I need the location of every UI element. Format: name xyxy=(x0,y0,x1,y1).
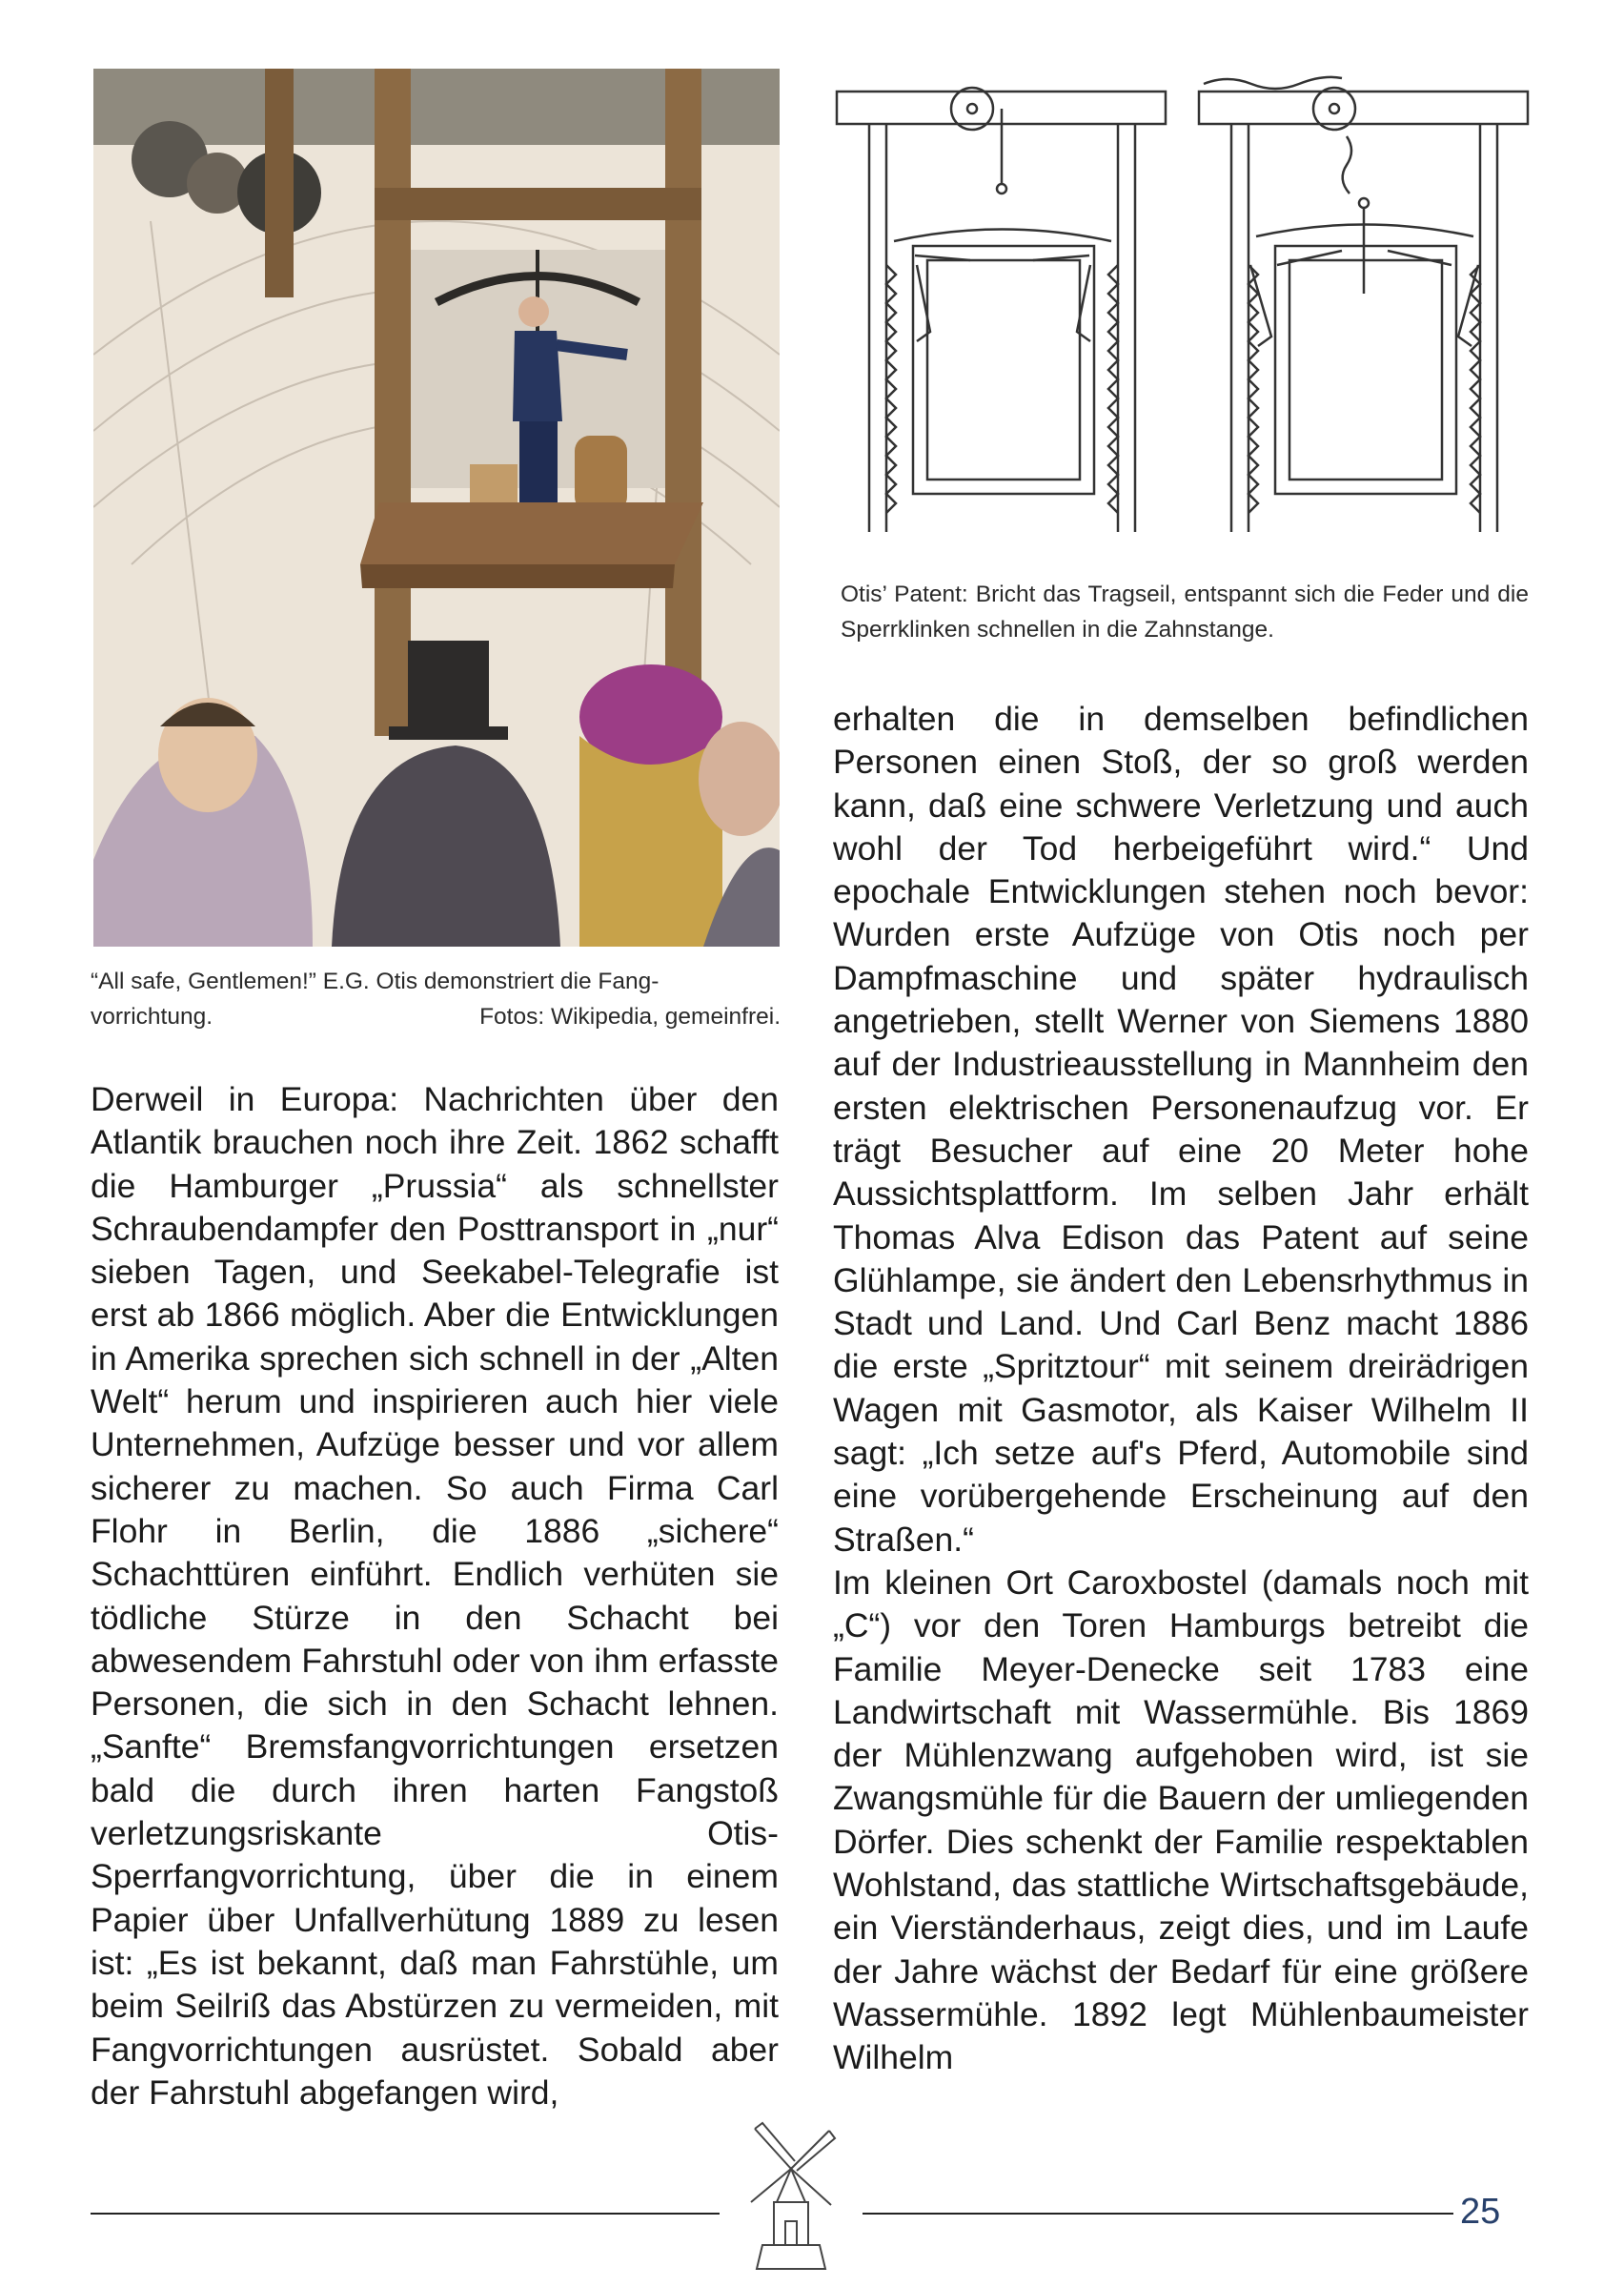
paragraph: Im kleinen Ort Caroxbostel (damals noch mit „C“) vor den Toren Hamburgs betreibt die Familie Meyer-Denecke seit 1783 eine Landwirtschaft mit Wassermühle. Bis 1869 der Mühlenzwang aufgehoben wird, ist sie Zwangsmühle für die Bauern der umliegenden Dörfer. Dies schenkt der Familie respektablen Wohlstand, das stattliche Wirtschaftsgebäude, ein Vierständerhaus, zeigt dies, und im Laufe der Jahre wächst der Bedarf für eine größere Wassermühle. 1892 legt Mühlenbaumeister Wilhelm xyxy=(833,1562,1529,2077)
paragraph: erhalten die in demselben befindlichen Personen einen Stoß, der so groß werden kann, daß eine schwere Verletzung und auch wohl der Tod herbeigeführt wird.“ Und epochale Entwicklungen stehen noch bevor: Wurden erste Aufzüge von Otis noch per Dampfmaschine und später hydraulisch angetrieben, stellt Werner von Siemens 1880 auf der Industrieausstellung in Mannheim den ersten elektrischen Personenaufzug vor. Er trägt Besucher auf eine 20 Meter hohe Aussichtsplattform. Im selben Jahr erhält Thomas Alva Edison das Patent auf seine Glühlampe, sie ändert den Lebensrhythmus in Stadt und Land. Und Carl Benz macht 1886 die erste „Spritztour“ mit seinem dreirädrigen Wagen mit Gasmotor, als Kaiser Wilhelm II sagt: „Ich setze auf's Pferd, Automobile sind eine vorübergehende Erscheinung auf den Straßen.“ xyxy=(833,700,1529,1559)
patent-caption: Otis’ Patent: Bricht das Tragseil, entspannt sich die Feder und die Sperrklinken schnellen in die Zahnstange. xyxy=(841,582,1529,643)
demonstration-caption xyxy=(91,964,781,1034)
otis-demonstration-illustration xyxy=(93,69,780,947)
caption-line-1: “All safe, Gentlemen!” E.G. Otis demonstriert die Fang- xyxy=(91,969,660,994)
paragraph: Derweil in Europa: Nachrichten über den Atlantik brauchen noch ihre Zeit. 1862 schafft die Hamburger „Prussia“ als schnellster Schraubendampfer den Posttransport in „nur“ sieben Tagen, und Seekabel-Telegrafie ist erst ab 1866 möglich. Aber die Entwicklungen in Amerika sprechen sich schnell in der „Alten Welt“ herum und inspirieren auch hier viele Unternehmen, Aufzüge besser und vor allem sicherer zu machen. So auch Firma Carl Flohr in Berlin, die 1886 „sichere“ Schachttüren einführt. Endlich verhüten sie tödliche Stürze in den Schacht bei abwesendem Fahrstuhl oder von ihm erfasste Personen, die sich in den Schacht lehnen. „Sanfte“ Bremsfangvorrichtungen ersetzen bald die durch ihren harten Fangstoß verletzungsriskante Otis-Sperrfangvorrichtung, über die in einem Papier über Unfallverhütung 1889 zu lesen ist: „Es ist bekannt, daß man Fahrstühle, um beim Seilriß das Abstürzen zu vermeiden, mit Fangvorrichtungen ausrüstet. Sobald aber der Fahrstuhl abgefangen wird, xyxy=(91,1080,779,2112)
photo-credit: Fotos: Wikipedia, gemeinfrei. xyxy=(479,1004,781,1030)
footer-rule-left xyxy=(91,2213,720,2215)
otis-patent-diagram xyxy=(827,65,1534,541)
article-column-left xyxy=(91,1078,779,2114)
caption-line-2: vorrichtung. xyxy=(91,1004,213,1030)
article-column-right xyxy=(833,698,1529,2080)
page-number: 25 xyxy=(1460,2192,1501,2232)
footer-rule-right xyxy=(863,2213,1453,2215)
windmill-icon xyxy=(734,2112,848,2274)
